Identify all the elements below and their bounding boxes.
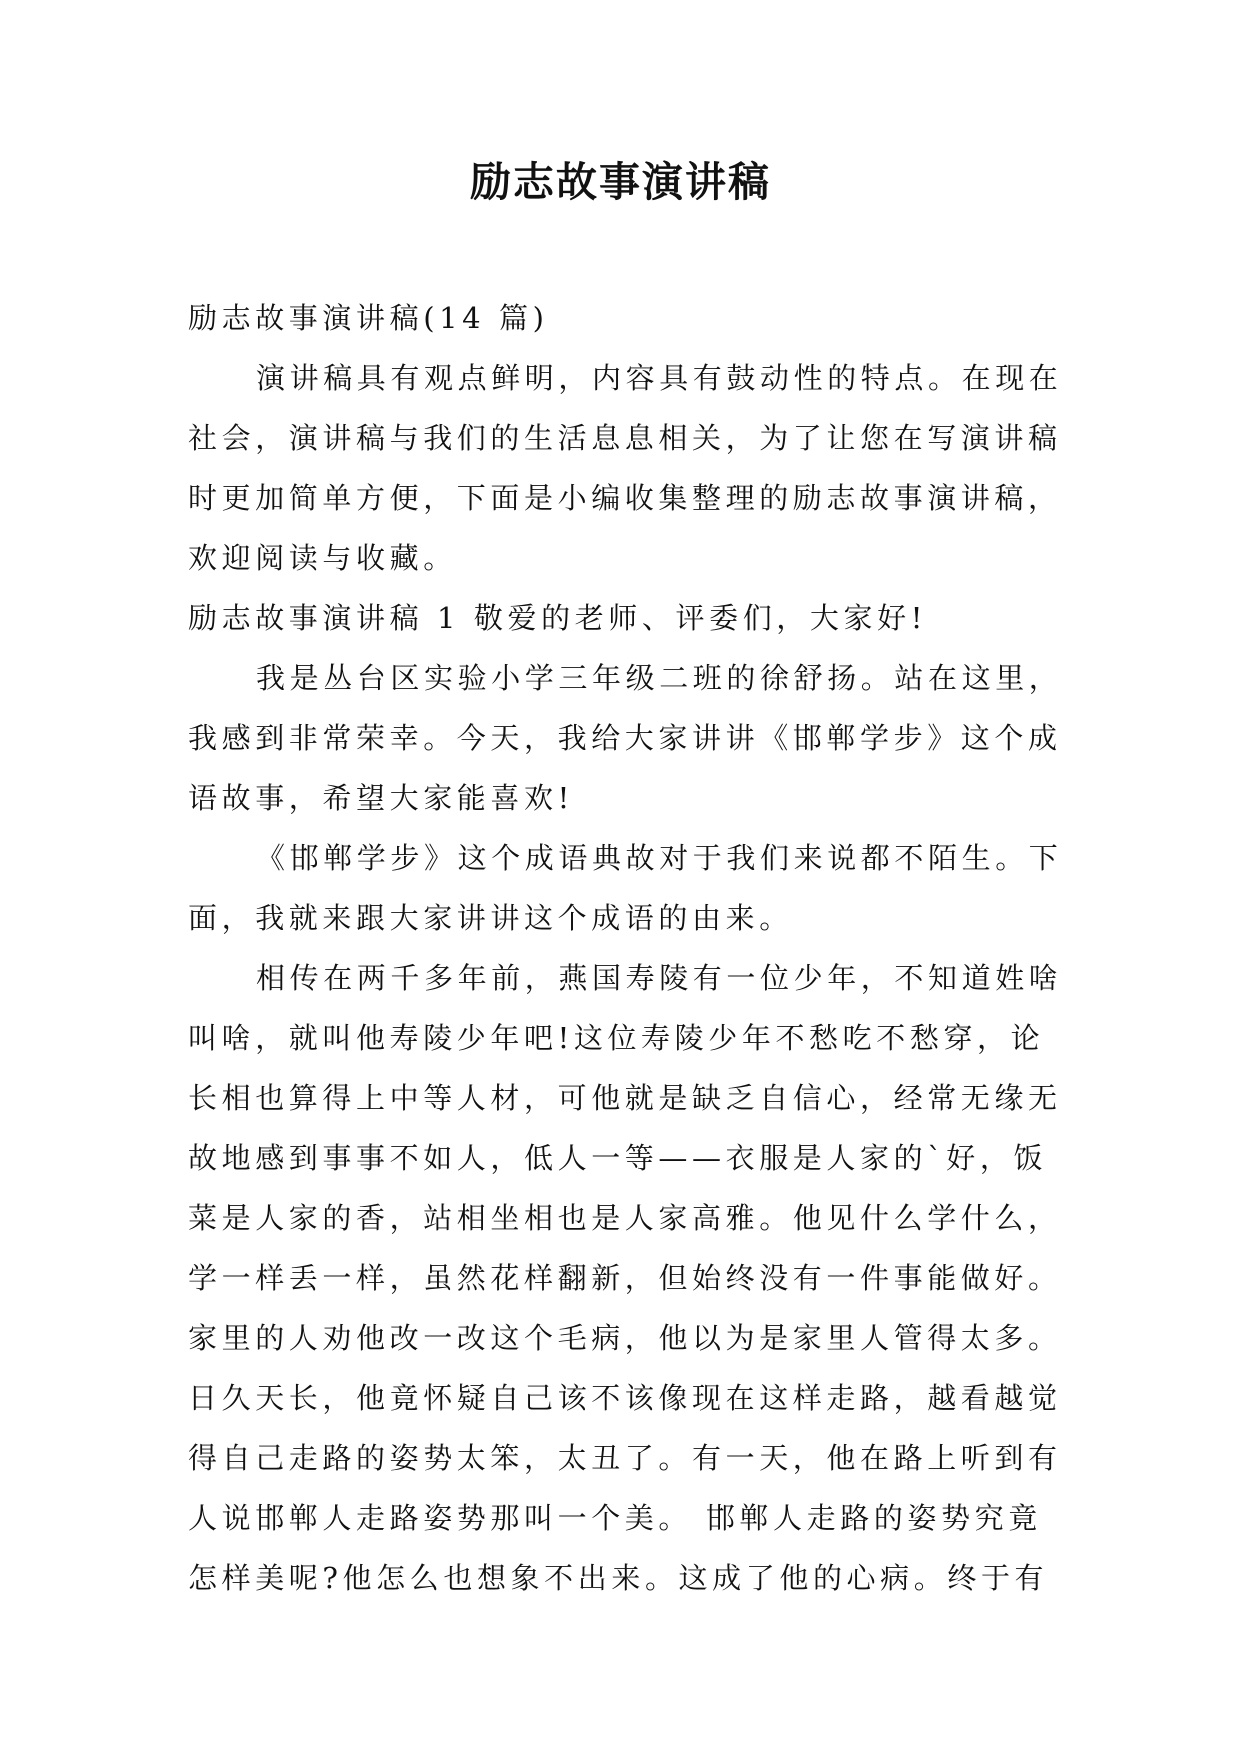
- paragraph-line: 怎样美呢?他怎么也想象不出来。这成了他的心病。终于有: [188, 1561, 1049, 1595]
- paragraph-line: 时更加简单方便，下面是小编收集整理的励志故事演讲稿，: [188, 481, 1062, 515]
- paragraph-line: 我是丛台区实验小学三年级二班的徐舒扬。站在这里，: [256, 661, 1063, 695]
- document-title: 励志故事演讲稿: [470, 158, 771, 206]
- paragraph-line: 演讲稿具有观点鲜明，内容具有鼓动性的特点。在现在: [256, 361, 1063, 395]
- paragraph-line: 欢迎阅读与收藏。: [188, 541, 457, 575]
- paragraph-line: 得自己走路的姿势太笨，太丑了。有一天，他在路上听到有: [188, 1441, 1062, 1475]
- paragraph-line: 菜是人家的香，站相坐相也是人家高雅。他见什么学什么，: [188, 1201, 1062, 1235]
- document-body: [188, 288, 1063, 1608]
- paragraph-line: 我感到非常荣幸。今天，我给大家讲讲《邯郸学步》这个成: [188, 721, 1062, 755]
- section-heading-line: 励志故事演讲稿 1 敬爱的老师、评委们，大家好!: [188, 601, 927, 635]
- paragraph-line: 日久天长，他竟怀疑自己该不该像现在这样走路，越看越觉: [188, 1381, 1062, 1415]
- paragraph-line: 面，我就来跟大家讲讲这个成语的由来。: [188, 901, 793, 935]
- paragraph-line: 叫啥，就叫他寿陵少年吧!这位寿陵少年不愁吃不愁穿，论: [188, 1021, 1045, 1055]
- paragraph-line: 语故事，希望大家能喜欢!: [188, 781, 574, 815]
- paragraph-line: 家里的人劝他改一改这个毛病，他以为是家里人管得太多。: [188, 1321, 1062, 1355]
- subtitle-line: 励志故事演讲稿(14 篇): [188, 301, 549, 335]
- paragraph-line: 相传在两千多年前，燕国寿陵有一位少年，不知道姓啥: [256, 961, 1063, 995]
- paragraph-line: 长相也算得上中等人材，可他就是缺乏自信心，经常无缘无: [188, 1081, 1062, 1115]
- paragraph-line: 人说邯郸人走路姿势那叫一个美。 邯郸人走路的姿势究竟: [188, 1501, 1042, 1535]
- paragraph-line: 故地感到事事不如人，低人一等——衣服是人家的`好，饭: [188, 1141, 1048, 1175]
- paragraph-line: 学一样丢一样，虽然花样翻新，但始终没有一件事能做好。: [188, 1261, 1062, 1295]
- paragraph-line: 《邯郸学步》这个成语典故对于我们来说都不陌生。下: [256, 841, 1063, 875]
- paragraph-line: 社会，演讲稿与我们的生活息息相关，为了让您在写演讲稿: [188, 421, 1062, 455]
